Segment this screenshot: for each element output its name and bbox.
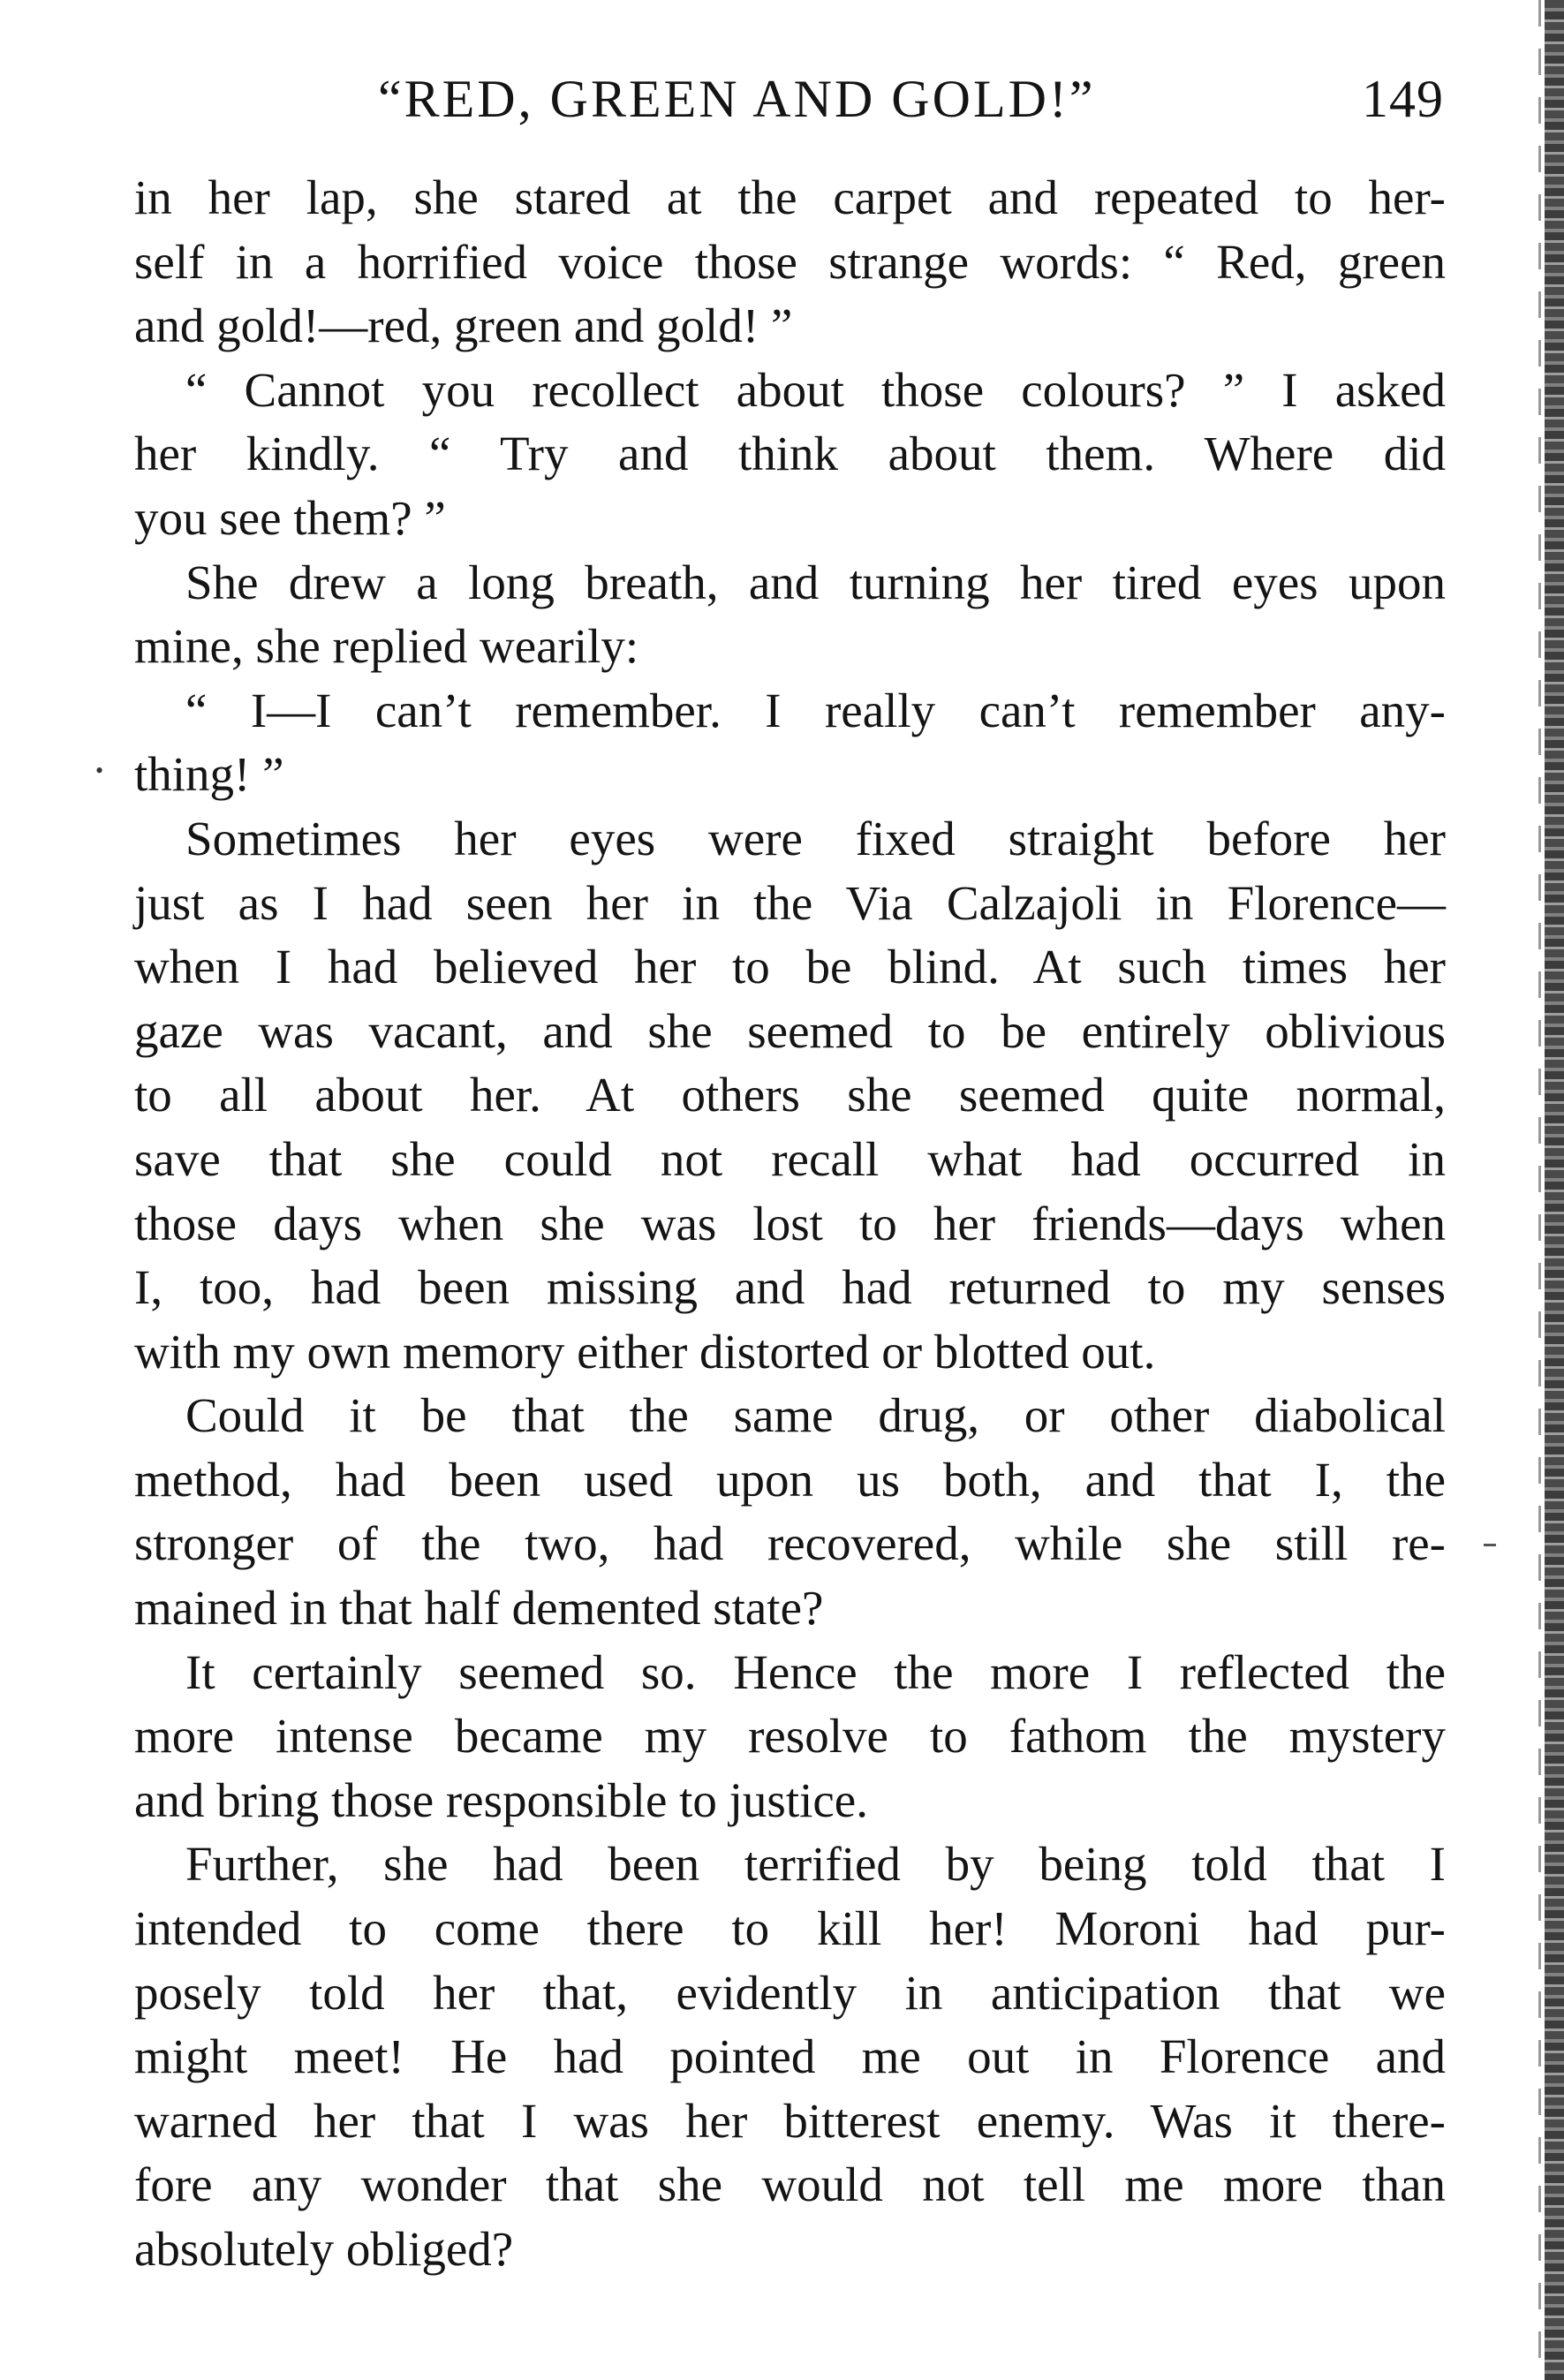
scan-edge-inner — [1538, 0, 1541, 2380]
text-line: her kindly. “ Try and think about them. Where did — [134, 427, 1446, 481]
text-line: those days when she was lost to her friends—days when — [134, 1196, 1446, 1250]
text-line: “ I—I can’t remember. I really can’t remember any- — [185, 683, 1446, 737]
text-line: in her lap, she stared at the carpet and repeated to her- — [134, 170, 1446, 224]
text-line: gaze was vacant, and she seemed to be entirely oblivious — [134, 1003, 1446, 1058]
paragraph — [134, 166, 1446, 359]
text-line: Sometimes her eyes were fixed straight before her — [185, 811, 1446, 865]
margin-speck: • — [95, 758, 104, 783]
paragraph — [134, 359, 1446, 551]
text-line: thing! ” — [134, 747, 284, 802]
text-line: save that she could not recall what had occurred in — [134, 1131, 1446, 1186]
text-line: Further, she had been terrified by being told that I — [185, 1837, 1446, 1892]
page-number: 149 — [1362, 70, 1444, 128]
text-line: method, had been used upon us both, and that I, the — [134, 1452, 1446, 1507]
text-line: posely told her that, evidently in anticipation that we — [134, 1965, 1446, 2020]
text-line: more intense became my resolve to fathom the mystery — [134, 1709, 1446, 1764]
paragraph — [134, 1832, 1446, 2281]
text-line: I, too, had been missing and had returned to my senses — [134, 1260, 1446, 1315]
text-line: you see them? ” — [134, 490, 446, 545]
text-line: to all about her. At others she seemed quite normal, — [134, 1068, 1446, 1122]
text-line: and gold!—red, green and gold! ” — [134, 298, 793, 353]
text-line: self in a horrified voice those strange words: “ Red, green — [134, 234, 1446, 289]
text-line: fore any wonder that she would not tell me more than — [134, 2157, 1446, 2212]
text-line: warned her that I was her bitterest enemy. Was it there- — [134, 2093, 1446, 2148]
text-line: when I had believed her to be blind. At such times her — [134, 940, 1446, 994]
margin-dash — [1484, 1544, 1496, 1546]
text-line: absolutely obliged? — [134, 2222, 514, 2276]
scan-edge — [1545, 0, 1564, 2380]
text-line: mine, she replied wearily: — [134, 619, 639, 674]
text-line: stronger of the two, had recovered, while she still re- — [134, 1516, 1446, 1571]
text-line: might meet! He had pointed me out in Florence and — [134, 2029, 1446, 2084]
running-title: “RED, GREEN AND GOLD!” — [378, 70, 1096, 128]
text-line: It certainly seemed so. Hence the more I reflected the — [185, 1644, 1446, 1699]
running-head — [132, 69, 1444, 140]
paragraph — [134, 807, 1446, 1384]
text-line: Could it be that the same drug, or other diabolical — [185, 1388, 1446, 1443]
text-line: intended to come there to kill her! Moroni had pur- — [134, 1901, 1446, 1956]
text-line: just as I had seen her in the Via Calzajoli in Florence— — [134, 875, 1446, 930]
text-line: mained in that half demented state? — [134, 1581, 824, 1636]
paragraph — [134, 1384, 1446, 1640]
text-line: She drew a long breath, and turning her tired eyes upon — [185, 555, 1446, 609]
text-line: with my own memory either distorted or blotted out. — [134, 1324, 1156, 1379]
text-line: “ Cannot you recollect about those colours? ” I asked — [185, 362, 1446, 417]
paragraph — [134, 1641, 1446, 1833]
paragraph — [134, 551, 1446, 679]
text-line: and bring those responsible to justice. — [134, 1772, 868, 1827]
body-text — [134, 166, 1446, 2282]
paragraph — [134, 679, 1446, 807]
